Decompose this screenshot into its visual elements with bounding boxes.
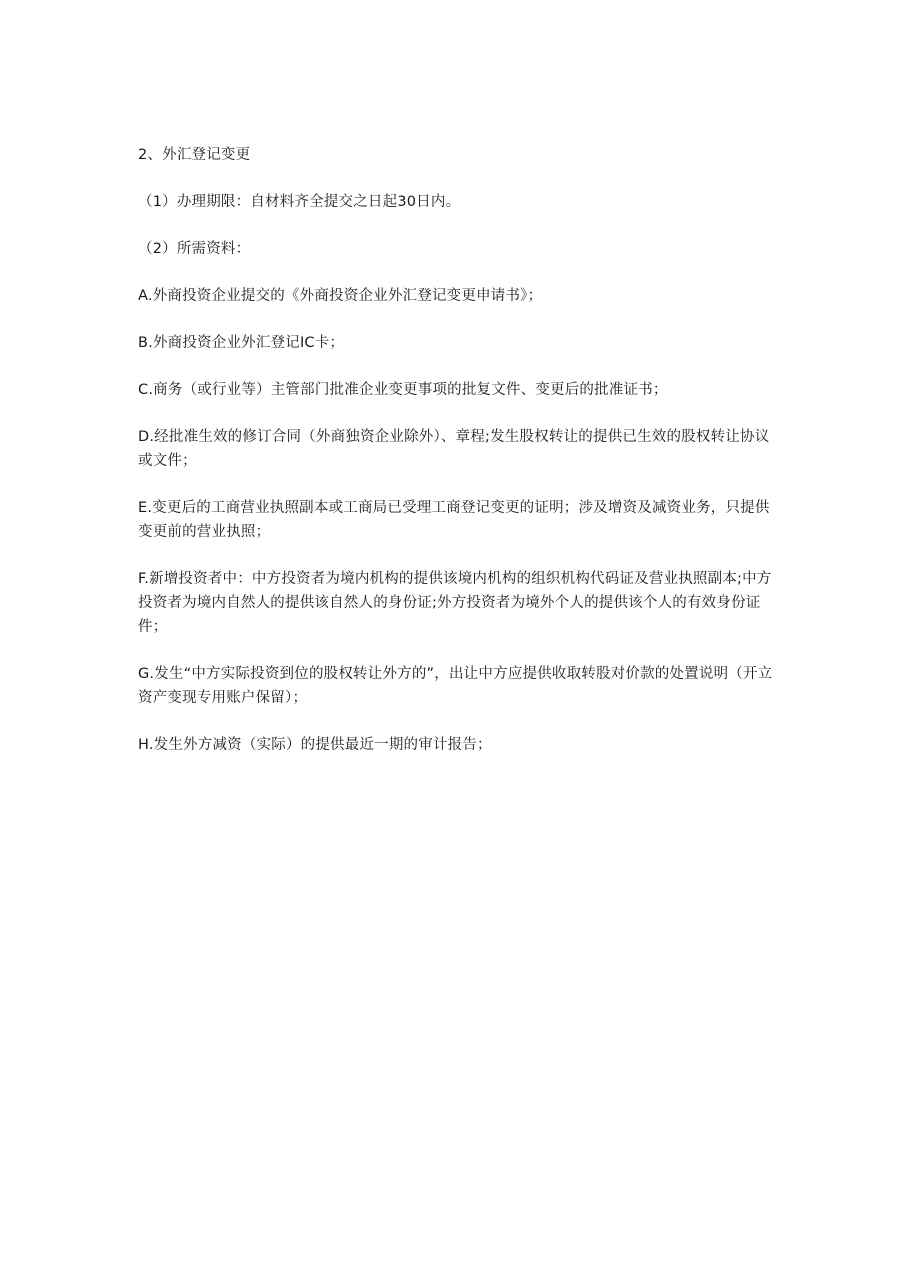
- time-limit-paragraph: （1）办理期限：自材料齐全提交之日起30日内。: [138, 194, 461, 210]
- document-page: [138, 143, 778, 780]
- material-item-a: A.外商投资企业提交的《外商投资企业外汇登记变更申请书》；: [138, 288, 543, 304]
- materials-heading: （2）所需资料：: [138, 241, 251, 257]
- material-item-g: G.发生“中方实际投资到位的股权转让外方的”，出让中方应提供收取转股对价款的处置说明（开立资产变现专用账户保留）；: [138, 666, 773, 706]
- material-item-c: C.商务（或行业等）主管部门批准企业变更事项的批复文件、变更后的批准证书；: [138, 382, 668, 398]
- material-item-e: E.变更后的工商营业执照副本或工商局已受理工商登记变更的证明；涉及增资及减资业务，只提供变更前的营业执照；: [138, 500, 770, 540]
- material-item-d: D.经批准生效的修订合同（外商独资企业除外）、章程;发生股权转让的提供已生效的股权转让协议或文件；: [138, 429, 770, 469]
- material-item-h: H.发生外方减资（实际）的提供最近一期的审计报告；: [138, 737, 492, 753]
- section-title: 2、外汇登记变更: [138, 147, 251, 163]
- material-item-f: F.新增投资者中：中方投资者为境内机构的提供该境内机构的组织机构代码证及营业执照副本;中方投资者为境内自然人的提供该自然人的身份证;外方投资者为境外个人的提供该个人的有效身份证件；: [138, 571, 772, 635]
- material-item-b: B.外商投资企业外汇登记IC卡；: [138, 335, 345, 351]
